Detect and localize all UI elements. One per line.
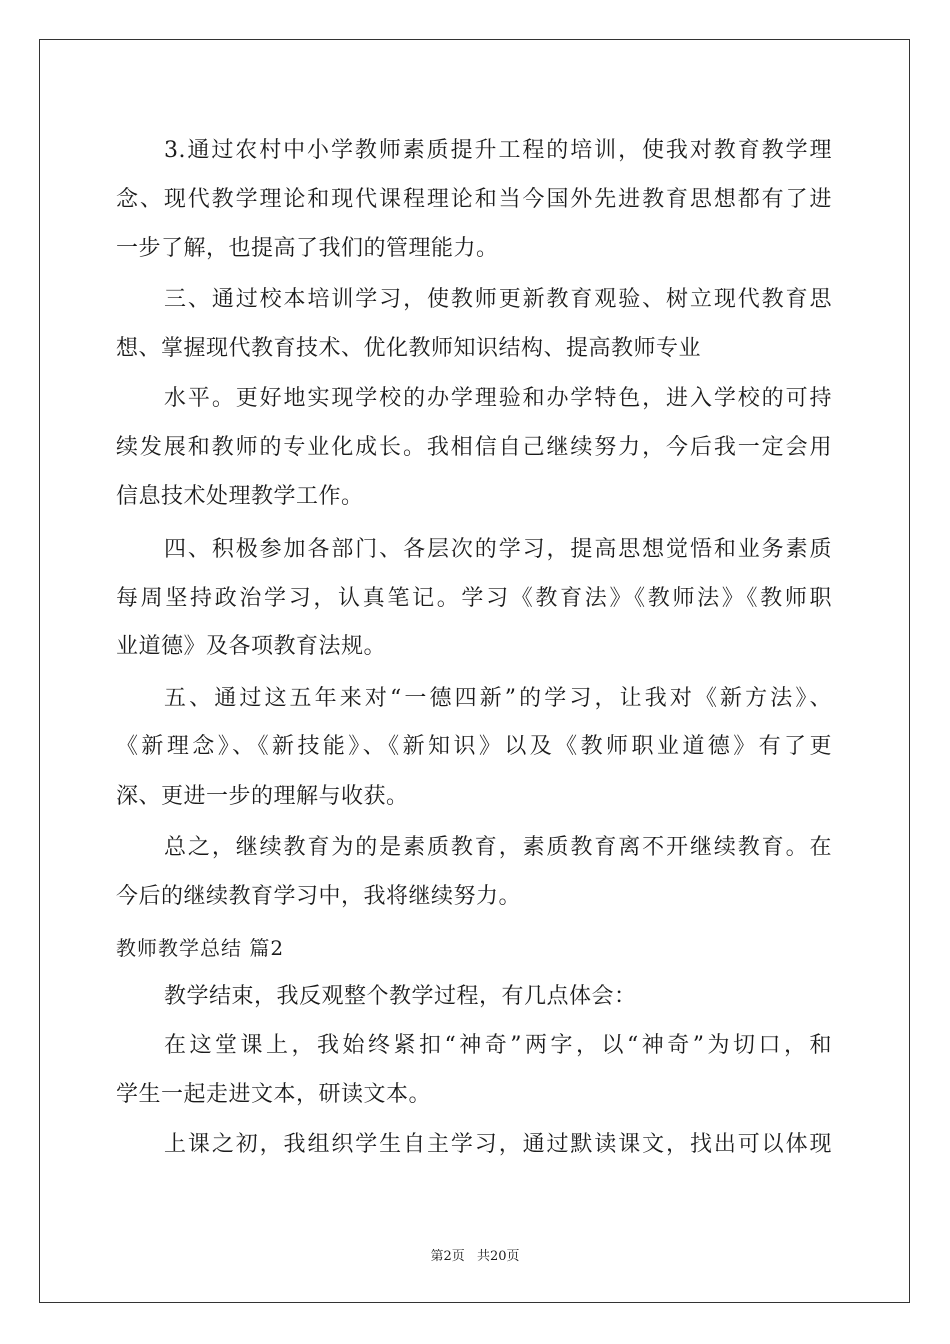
text-line: 续发展和教师的专业化成长。我相信自己继续努力，今后我一定会用 xyxy=(116,435,832,460)
text-line: 水平。更好地实现学校的办学理验和办学特色，进入学校的可持 xyxy=(164,386,832,411)
text-line: 教学结束，我反观整个教学过程，有几点体会： xyxy=(164,984,637,1009)
text-line: 在这堂课上，我始终紧扣“神奇”两字，以“神奇”为切口，和 xyxy=(164,1033,832,1058)
page-total: 共20页 xyxy=(476,1249,520,1264)
text-line: 每周坚持政治学习，认真笔记。学习《教育法》《教师法》《教师职 xyxy=(116,586,832,611)
text-line: 想、掌握现代教育技术、优化教师知识结构、提高教师专业 xyxy=(116,336,702,361)
text-line: 三、通过校本培训学习，使教师更新教育观验、树立现代教育思 xyxy=(164,287,832,312)
section-heading: 教师教学总结 篇2 xyxy=(116,936,285,960)
page-border xyxy=(39,39,910,1303)
text-line: 信息技术处理教学工作。 xyxy=(116,484,364,509)
page-number: 第2页 xyxy=(430,1249,465,1264)
text-line: 《新理念》、《新技能》、《新知识》以及《教师职业道德》有了更 xyxy=(116,734,832,759)
text-line: 总之，继续教育为的是素质教育，素质教育离不开继续教育。在 xyxy=(164,835,832,860)
text-line: 3.通过农村中小学教师素质提升工程的培训，使我对教育教学理 xyxy=(164,138,832,163)
text-line: 今后的继续教育学习中，我将继续努力。 xyxy=(116,884,522,909)
text-line: 五、通过这五年来对“一德四新”的学习，让我对《新方法》、 xyxy=(164,686,832,711)
text-line: 念、现代教学理论和现代课程理论和当今国外先进教育思想都有了进 xyxy=(116,187,832,212)
text-line: 业道德》及各项教育法规。 xyxy=(116,634,387,659)
page-footer xyxy=(0,1248,950,1266)
text-line: 一步了解，也提高了我们的管理能力。 xyxy=(116,236,499,261)
text-line: 上课之初，我组织学生自主学习，通过默读课文，找出可以体现 xyxy=(164,1132,832,1157)
text-line: 四、积极参加各部门、各层次的学习，提高思想觉悟和业务素质 xyxy=(164,537,832,562)
text-line: 学生一起走进文本，研读文本。 xyxy=(116,1082,432,1107)
text-line: 深、更进一步的理解与收获。 xyxy=(116,784,409,809)
